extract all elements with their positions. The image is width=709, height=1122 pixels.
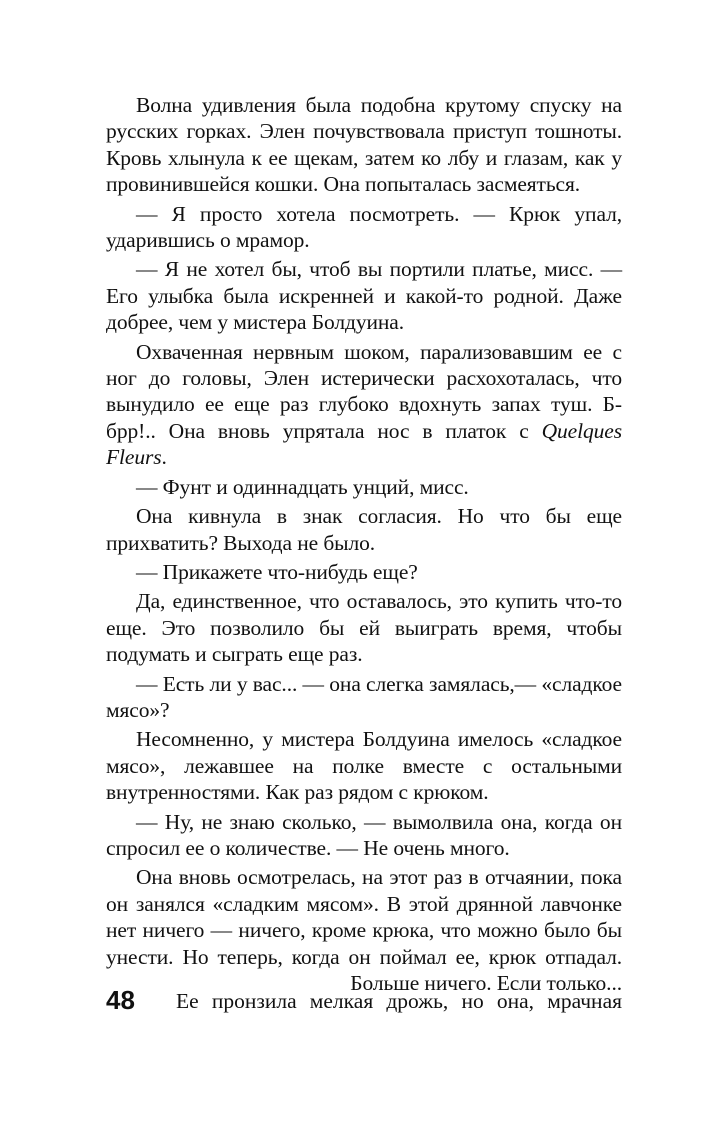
paragraph-11: — Ну, не знаю сколько, — вымолвила она, когда он спросил ее о количестве. — Не очень много. <box>106 809 622 860</box>
paragraph-4-end: . <box>161 445 167 470</box>
page-number: 48 <box>106 985 135 1015</box>
paragraph-9: — Есть ли у вас... — она слегка замялась,— «сладкое мясо»? <box>106 671 622 722</box>
body-text <box>106 92 622 999</box>
paragraph-5: — Фунт и одиннадцать унций, мисс. <box>136 474 469 499</box>
paragraph-10: Несомненно, у мистера Болдуина имелось «сладкое мясо», лежавшее на полке вместе с остальными внутренностями. Как раз рядом с крюком. <box>106 727 622 805</box>
paragraph-3: — Я не хотел бы, чтоб вы портили платье, мисс. — Его улыбка была искренней и какой-то родной. Даже добрее, чем у мистера Болдуина. <box>106 257 622 335</box>
paragraph-2: — Я просто хотела посмотреть. — Крюк упал, ударившись о мрамор. <box>106 201 622 253</box>
paragraph-8: Да, единственное, что оставалось, это купить что-то еще. Это позволило бы ей выиграть время, чтобы подумать и сыграть еще раз. <box>106 589 622 667</box>
paragraph-6: Она кивнула в знак согласия. Но что бы еще прихватить? Выхода не было. <box>106 504 622 555</box>
perfume-brand: Quelques Fleurs <box>106 418 622 470</box>
paragraph-4 <box>106 339 622 471</box>
paragraph-12: Она вновь осмотрелась, на этот раз в отчаянии, пока он занялся «сладким мясом». В этой дрянной лавчонке нет ничего — ничего, кроме крюка, что можно было бы унести. Но теперь, когда он поймал ее, крюк отпадал. Больше ничего. Если только... <box>106 865 622 995</box>
paragraph-4-main: Охваченная нервным шоком, парализовавшим ее с ног до головы, Элен истерически расхохоталась, что вынудило ее еще раз глубоко вдохнуть запах туш. Б-брр!.. Она вновь упрятала нос в платок с <box>106 339 622 443</box>
paragraph-1: Волна удивления была подобна крутому спуску на русских горках. Элен почувствовала приступ тошноты. Кровь хлынула к ее щекам, затем ко лбу и глазам, как у провинившейся кошки. Она попыталась засмеяться. <box>106 93 622 197</box>
last-line-text: Ее пронзила мелкая дрожь, но она, мрачная <box>176 989 622 1013</box>
paragraph-7: — Прикажете что-нибудь еще? <box>136 559 418 584</box>
